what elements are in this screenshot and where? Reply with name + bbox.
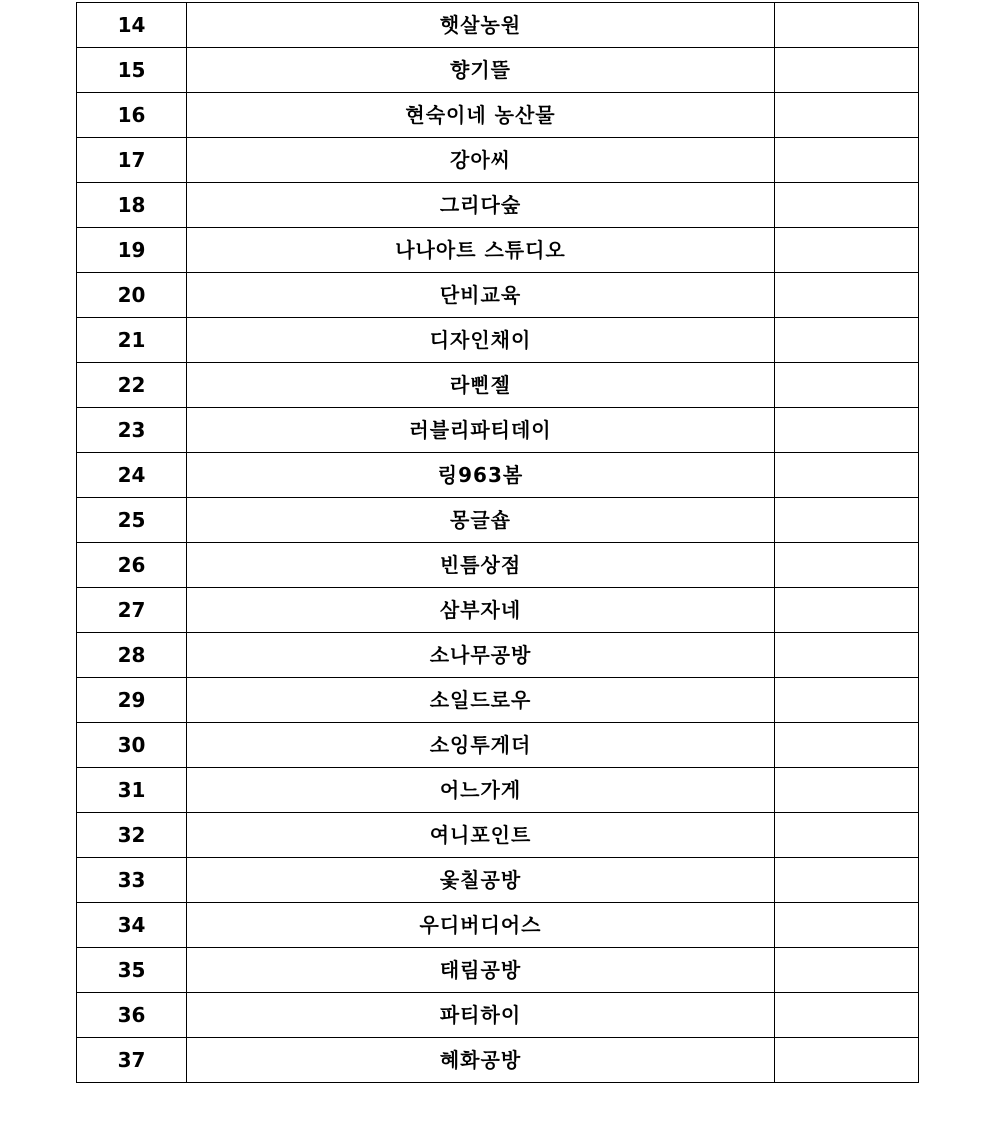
vendor-name-cell: 나나아트 스튜디오 [187, 228, 775, 273]
vendor-name-cell: 삼부자네 [187, 588, 775, 633]
table-row [77, 498, 919, 543]
vendor-name-cell: 어느가게 [187, 768, 775, 813]
row-number-cell: 19 [77, 228, 187, 273]
vendor-name-cell: 소나무공방 [187, 633, 775, 678]
table-row [77, 633, 919, 678]
blank-cell [775, 273, 919, 318]
row-number-cell: 15 [77, 48, 187, 93]
table-row [77, 768, 919, 813]
vendor-name-cell: 현숙이네 농산물 [187, 93, 775, 138]
row-number-cell: 21 [77, 318, 187, 363]
row-number-cell: 37 [77, 1038, 187, 1083]
row-number-cell: 14 [77, 3, 187, 48]
blank-cell [775, 183, 919, 228]
blank-cell [775, 93, 919, 138]
blank-cell [775, 453, 919, 498]
table-row [77, 228, 919, 273]
blank-cell [775, 363, 919, 408]
blank-cell [775, 633, 919, 678]
row-number-cell: 22 [77, 363, 187, 408]
table-row [77, 408, 919, 453]
table-row [77, 183, 919, 228]
row-number-cell: 18 [77, 183, 187, 228]
row-number-cell: 33 [77, 858, 187, 903]
blank-cell [775, 318, 919, 363]
table-row [77, 588, 919, 633]
blank-cell [775, 408, 919, 453]
table-row [77, 453, 919, 498]
vendor-name-cell: 소일드로우 [187, 678, 775, 723]
row-number-cell: 28 [77, 633, 187, 678]
row-number-cell: 23 [77, 408, 187, 453]
row-number-cell: 30 [77, 723, 187, 768]
vendor-name-cell: 링963봄 [187, 453, 775, 498]
blank-cell [775, 588, 919, 633]
row-number-cell: 32 [77, 813, 187, 858]
table-row [77, 543, 919, 588]
vendor-name-cell: 옻칠공방 [187, 858, 775, 903]
vendor-name-cell: 파티하이 [187, 993, 775, 1038]
document-sheet [76, 2, 919, 1083]
vendor-list-table [76, 2, 919, 1083]
table-row [77, 858, 919, 903]
vendor-name-cell: 라삔젤 [187, 363, 775, 408]
vendor-list-body [77, 3, 919, 1083]
blank-cell [775, 993, 919, 1038]
row-number-cell: 27 [77, 588, 187, 633]
row-number-cell: 31 [77, 768, 187, 813]
row-number-cell: 25 [77, 498, 187, 543]
blank-cell [775, 1038, 919, 1083]
table-row [77, 813, 919, 858]
vendor-name-cell: 여니포인트 [187, 813, 775, 858]
row-number-cell: 20 [77, 273, 187, 318]
row-number-cell: 34 [77, 903, 187, 948]
table-row [77, 93, 919, 138]
table-row [77, 678, 919, 723]
table-row [77, 273, 919, 318]
blank-cell [775, 813, 919, 858]
vendor-name-cell: 태림공방 [187, 948, 775, 993]
vendor-name-cell: 몽글숍 [187, 498, 775, 543]
blank-cell [775, 678, 919, 723]
vendor-name-cell: 우디버디어스 [187, 903, 775, 948]
vendor-name-cell: 혜화공방 [187, 1038, 775, 1083]
blank-cell [775, 228, 919, 273]
blank-cell [775, 48, 919, 93]
row-number-cell: 17 [77, 138, 187, 183]
blank-cell [775, 723, 919, 768]
table-row [77, 363, 919, 408]
row-number-cell: 35 [77, 948, 187, 993]
vendor-name-cell: 디자인채이 [187, 318, 775, 363]
vendor-name-cell: 소잉투게더 [187, 723, 775, 768]
vendor-name-cell: 향기뜰 [187, 48, 775, 93]
blank-cell [775, 858, 919, 903]
table-row [77, 903, 919, 948]
blank-cell [775, 543, 919, 588]
table-row [77, 993, 919, 1038]
row-number-cell: 24 [77, 453, 187, 498]
row-number-cell: 29 [77, 678, 187, 723]
vendor-name-cell: 빈틈상점 [187, 543, 775, 588]
vendor-name-cell: 러블리파티데이 [187, 408, 775, 453]
blank-cell [775, 948, 919, 993]
table-row [77, 3, 919, 48]
table-row [77, 1038, 919, 1083]
row-number-cell: 16 [77, 93, 187, 138]
blank-cell [775, 498, 919, 543]
table-row [77, 948, 919, 993]
row-number-cell: 26 [77, 543, 187, 588]
row-number-cell: 36 [77, 993, 187, 1038]
table-row [77, 138, 919, 183]
blank-cell [775, 768, 919, 813]
blank-cell [775, 903, 919, 948]
table-row [77, 318, 919, 363]
vendor-name-cell: 그리다숲 [187, 183, 775, 228]
table-row [77, 723, 919, 768]
vendor-name-cell: 단비교육 [187, 273, 775, 318]
vendor-name-cell: 햇살농원 [187, 3, 775, 48]
blank-cell [775, 138, 919, 183]
vendor-name-cell: 강아씨 [187, 138, 775, 183]
blank-cell [775, 3, 919, 48]
table-row [77, 48, 919, 93]
